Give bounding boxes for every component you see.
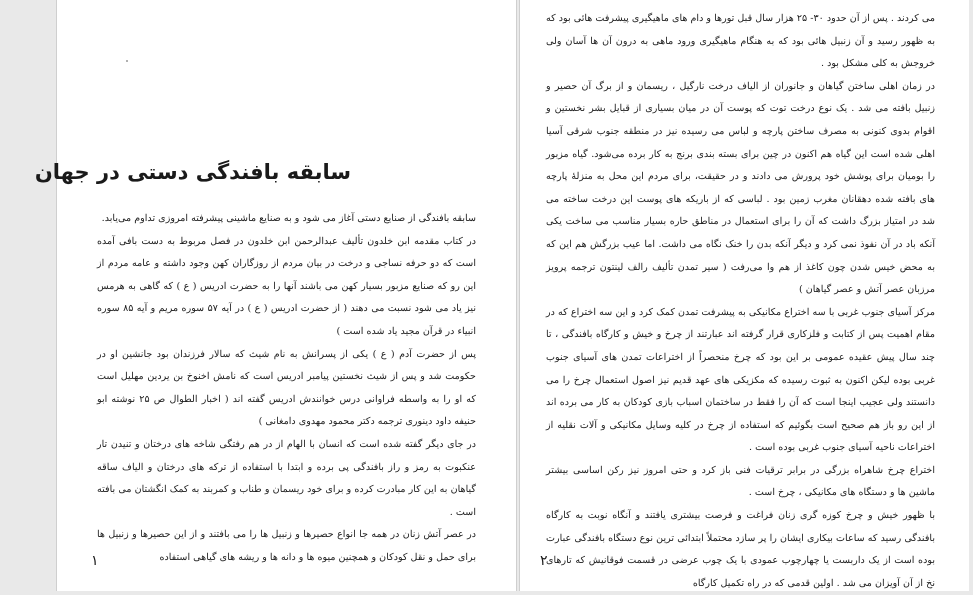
paragraph: در زمان اهلی ساختن گیاهان و جانوران از الیاف درخت نارگیل ، ریسمان و از برگ آن حصیر و زنبیل بافته می شد . یک نوع درخت توت که پوست آن در میان بسیاری از قبایل بشر نخستین و اقوام بدوی کنونی به مصرف ساختن پارچه و لباس می رسیده نیز در منطقه جنوب شرقی آسیا اهلی شده است این گیاه هم اکنون در چین برای بسته بندی برنج به کار برده می‌شود. گیاه مزبور را بومیان برای پوشش خود پرورش می دادند و در حقیقت، برای مردم این محل به منزلهٔ پارچه های بافته شده دهقانان مغرب زمین بود . لباسی که از باریکه های پوست این درخت ساخته می شد در امتیاز بزرگ داشت که آن را برای استعمال در مناطق حاره بسیار مناسب می ساخت یکی آنکه باد در آن نفوذ نمی کرد و دیگر آنکه بدن را خنک نگاه می داشت. اما عیب بزرگش هم این که به محض خیس شدن چون کاغذ از هم وا می‌رفت ( سیر تمدن تألیف رالف لینتون ترجمه پرویز مرزبان عصر آتش و عصر گیاهان ) <box>546 80 935 296</box>
paragraph: اختراع چرخ شاهراه بزرگی در برابر ترقیات فنی باز کرد و حتی امروز نیز رکن اساسی بیشتر ماشین ها و دستگاه های مکانیکی ، چرخ است . <box>546 464 935 499</box>
left-page-body <box>97 208 476 570</box>
right-page <box>519 0 969 591</box>
page-number: ۲ <box>540 553 548 569</box>
left-page <box>34 0 517 591</box>
paragraph: سابقه بافندگی از صنایع دستی آغاز می شود و به صنایع ماشینی پیشرفته امروزی تداوم می‌یابد. <box>101 213 476 224</box>
paragraph: می کردند . پس از آن حدود ۳۰- ۲۵ هزار سال قبل تورها و دام های ماهیگیری پیشرفت هائی بود که به ظهور رسید و آن زنبیل هائی بود که به هنگام ماهیگیری ورود ماهی به درون آن ها آسان ولی خروجش به کلی مشکل بود . <box>546 13 935 70</box>
paragraph: پس از حضرت آدم ( ع ) یکی از پسرانش به نام شیث که سالار فرزندان بود جانشین او در حکومت شد و پس از شیث نخستین پیامبر ادریس است که نامش اخنوخ بن یردین مهلیل است که او را به واسطه فراوانی درس خوانندش ادریس گفته اند ( اخبار الطوال ص ۲۵ نوشته ابو حنیفه داود دینوری ترجمه دکتر محمود مهدوی دامغانی ) <box>97 348 476 428</box>
paragraph: در عصر آتش زنان در همه جا انواع حصیرها و زنبیل ها را می بافتند و از این حصیرها و زنبیل ها برای حمل و نقل کودکان و همچنین میوه ها و دانه ها و ریشه های گیاهی استفاده <box>97 529 476 563</box>
right-page-body <box>546 8 935 595</box>
page-title: سابقه بافندگی دستی در جهان <box>34 160 351 184</box>
paragraph: در جای دیگر گفته شده است که انسان با الهام از در هم رفتگی شاخه های درختان و تنیدن تار عنکبوت به رمز و راز بافندگی پی برده و ابتدا با استفاده از ترکه های درختان و الیاف ساقه گیاهان به این کار مبادرت کرده و برای خود ریسمان و طناب و کمربند به کمک انگشتان می بافته است . <box>97 438 476 518</box>
stray-dot <box>126 60 128 62</box>
paragraph: با ظهور خیش و چرخ کوزه گری زنان فراغت و فرصت بیشتری یافتند و آنگاه نوبت به کارگاه بافندگی رسید که ساعات بیکاری ایشان را پر سازد محتملاً ابتدائی ترین نوع دستگاه بافندگی عبارت بوده است از یک داربست یا چهارچوب عمودی با یک چوب عرضی در قسمت فوقانیش که تارهای نخ از آن آویزان می شد . اولین قدمی که در راه تکمیل کارگاه <box>546 510 935 589</box>
page-number: ۱ <box>91 553 99 569</box>
paragraph: مرکز آسیای جنوب غربی با سه اختراع مکانیکی به پیشرفت تمدن کمک کرد و این سه اختراع که در مقام اهمیت پس از کتابت و فلزکاری قرار گرفته اند عبارتند از چرخ و خیش و کارگاه بافندگی ، تا چند سال پیش عقیده عمومی بر این بود که چرخ منحصراً از اختراعات تمدن های آسیای جنوب غربی بوده لیکن اکنون به ثبوت رسیده که مکزیکی های عهد قدیم نیز اصول استعمال چرخ را می دانستند ولی عجیب اینجا است که آن را فقط در ساختمان اسباب بازی کودکان به کار می برده اند از این رو باز هم صحیح است بگوئیم که استفاده از چرخ در کلیه وسایل مکانیکی و آلات نقلیه از اختراعات ناحیه آسیای جنوب غربی بوده است . <box>546 306 935 454</box>
paragraph: در کتاب مقدمه ابن خلدون تألیف عبدالرحمن ابن خلدون در فصل مربوط به دست بافی آمده است که دو حرفه نساجی و درخت در بیان مردم از روزگاران کهن وجود داشته و عامه مردم از این رو که صنایع مزبور بسیار کهن می باشند آنها را به حضرت ادریس ( ع ) که گاهی به هرمس نیز یاد می شود نسبت می دهند ( از حضرت ادریس ( ع ) در آیه ۵۷ سوره مریم و آیه ۸۵ سوره انبیاء در قرآن مجید یاد شده است ) <box>97 235 476 337</box>
